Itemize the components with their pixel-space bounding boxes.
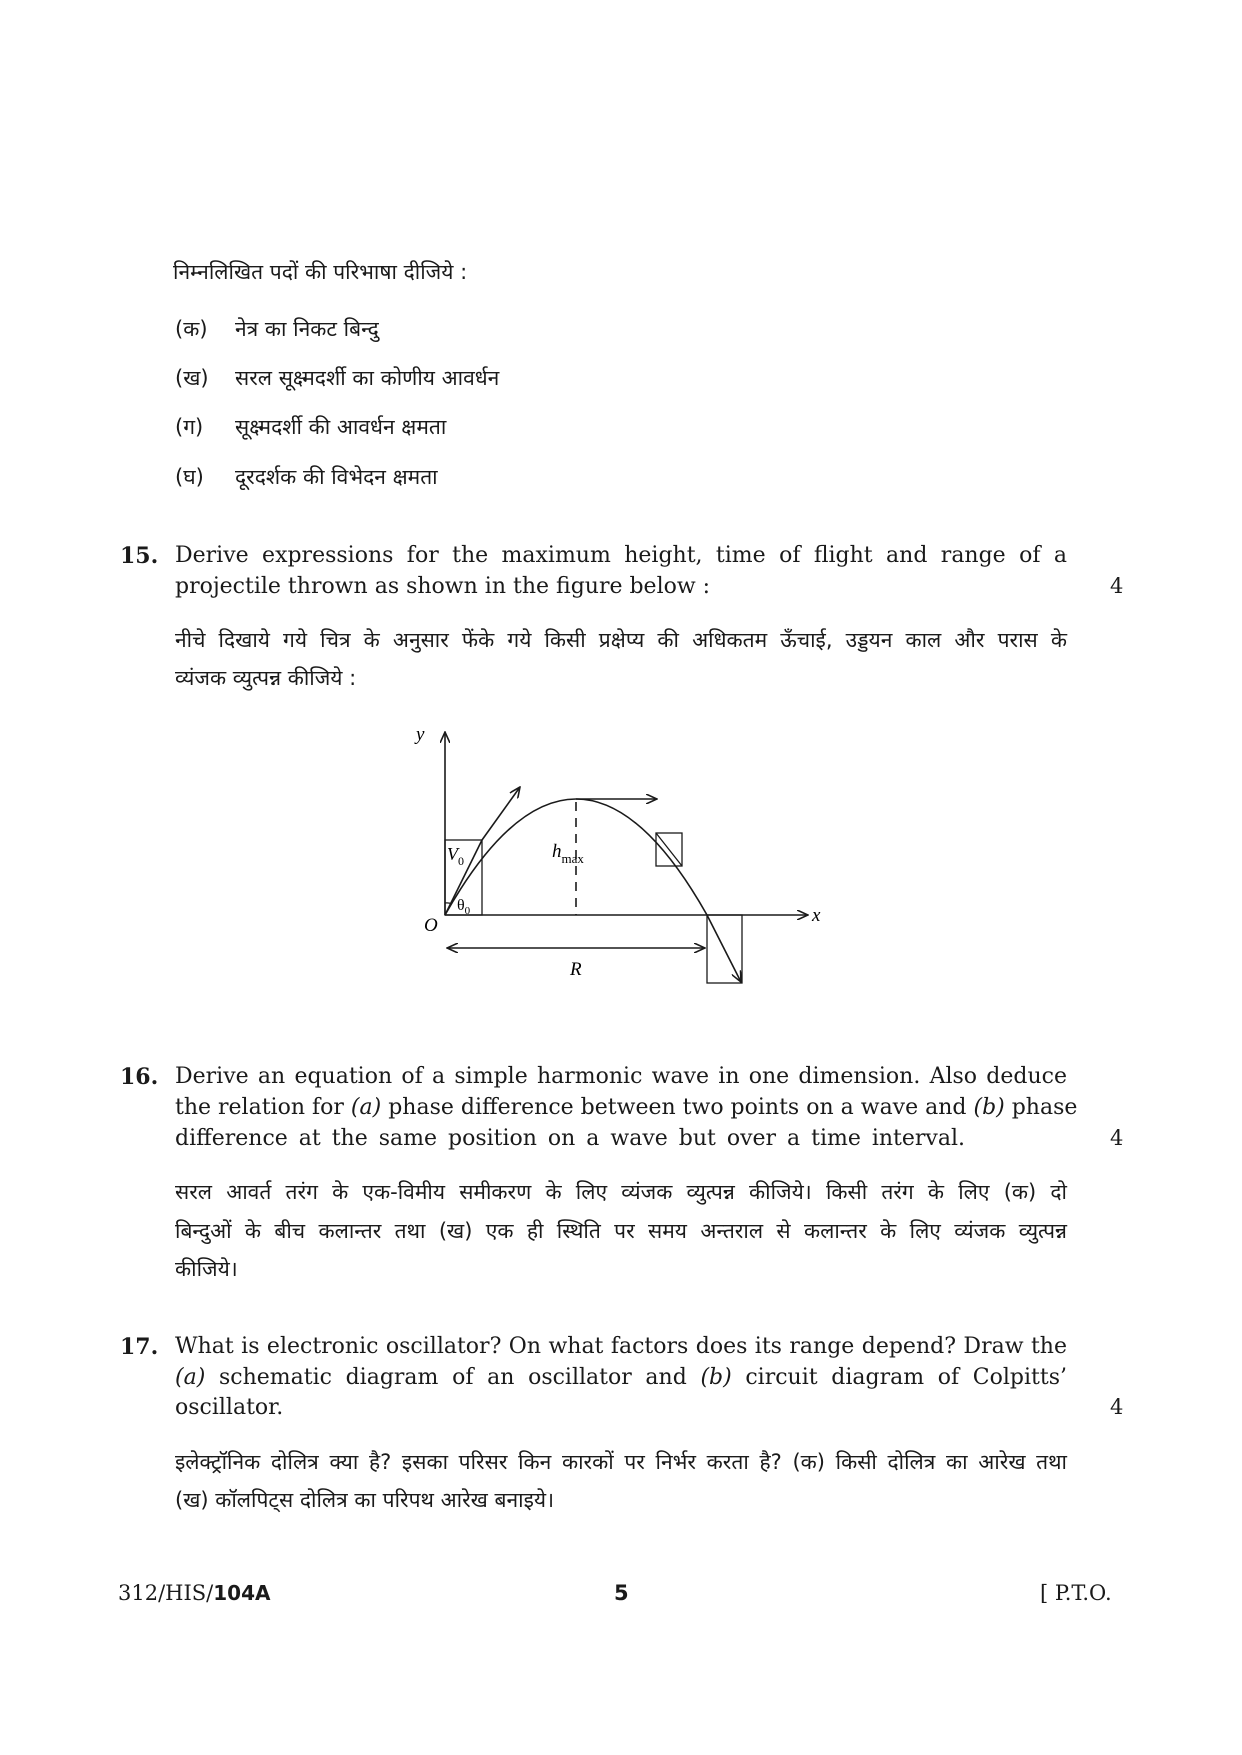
intro-item-text: सरल सूक्ष्मदर्शी का कोणीय आवर्धन [235,366,500,390]
question-text-en: Derive expressions for the maximum height, time of flight and range of a [175,543,1067,568]
paper-code: 312/HIS/104A [118,1581,271,1605]
marks: 4 [1110,1395,1124,1419]
question-text-en: projectile thrown as shown in the figure below : [175,574,711,599]
question-text-en: (a) schematic diagram of an oscillator and (b) circuit diagram of Colpitts’ [175,1365,1067,1390]
question-text-en: the relation for (a) phase difference between two points on a wave and (b) phase [175,1095,1078,1120]
intro-item-text: सूक्ष्मदर्शी की आवर्धन क्षमता [235,415,447,439]
hmax-label: $h_{max}$ [552,841,584,866]
question-number: 16. [120,1064,159,1090]
question-text-en: Derive an equation of a simple harmonic wave in one dimension. Also deduce [175,1064,1067,1089]
intro-item-label: (क) [175,317,208,341]
intro-item-text: दूरदर्शक की विभेदन क्षमता [235,465,438,489]
marks: 4 [1110,1126,1124,1150]
x-axis-label: x [812,905,821,926]
question-text-en: difference at the same position on a wave but over a time interval. [175,1126,965,1151]
intro-item-text: नेत्र का निकट बिन्दु [235,317,379,341]
question-text-hi: व्यंजक व्युत्पन्न कीजिये : [175,666,357,690]
v0-label: $V_0$ [447,844,464,868]
question-text-hi: बिन्दुओं के बीच कलान्तर तथा (ख) एक ही स्थिति पर समय अन्तराल से कलान्तर के लिए व्यंजक व्युत्पन्न [175,1219,1067,1243]
question-text-hi: नीचे दिखाये गये चित्र के अनुसार फेंके गये किसी प्रक्षेप्य की अधिकतम ऊँचाई, उड्डयन काल और परास के [175,628,1067,652]
question-text-hi: कीजिये। [175,1257,238,1281]
question-text-hi: सरल आवर्त तरंग के एक-विमीय समीकरण के लिए व्यंजक व्युत्पन्न कीजिये। किसी तरंग के लिए (क) दो [175,1180,1067,1204]
y-axis-label: y [416,724,425,745]
tangent-velocity-arrow [482,787,520,840]
landing-velocity-arrow [707,915,741,982]
page-number: 5 [614,1581,629,1605]
origin-label: O [424,915,438,936]
question-text-en: oscillator. [175,1395,284,1420]
marks: 4 [1110,574,1124,598]
angle-arc [445,903,452,904]
question-text-hi: (ख) कॉलपिट्स दोलित्र का परिपथ आरेख बनाइये। [175,1488,555,1512]
question-text-hi: इलेक्ट्रॉनिक दोलित्र क्या है? इसका परिसर किन कारकों पर निर्भर करता है? (क) किसी दोलित्र का आरेख तथा [175,1450,1067,1474]
question-number: 15. [120,543,159,569]
intro-item-label: (घ) [175,465,204,489]
intro-item-label: (ग) [175,415,204,439]
projectile-figure [400,720,840,1000]
range-label: R [570,959,582,980]
intro-item-label: (ख) [175,366,209,390]
pto-label: [ P.T.O. [1040,1581,1112,1605]
intro-heading: निम्नलिखित पदों की परिभाषा दीजिये : [173,260,468,284]
question-text-en: What is electronic oscillator? On what factors does its range depend? Draw the [175,1334,1067,1359]
theta0-label: $\theta_0$ [457,897,471,917]
question-number: 17. [120,1334,159,1360]
descent-velocity-vector [656,833,682,866]
